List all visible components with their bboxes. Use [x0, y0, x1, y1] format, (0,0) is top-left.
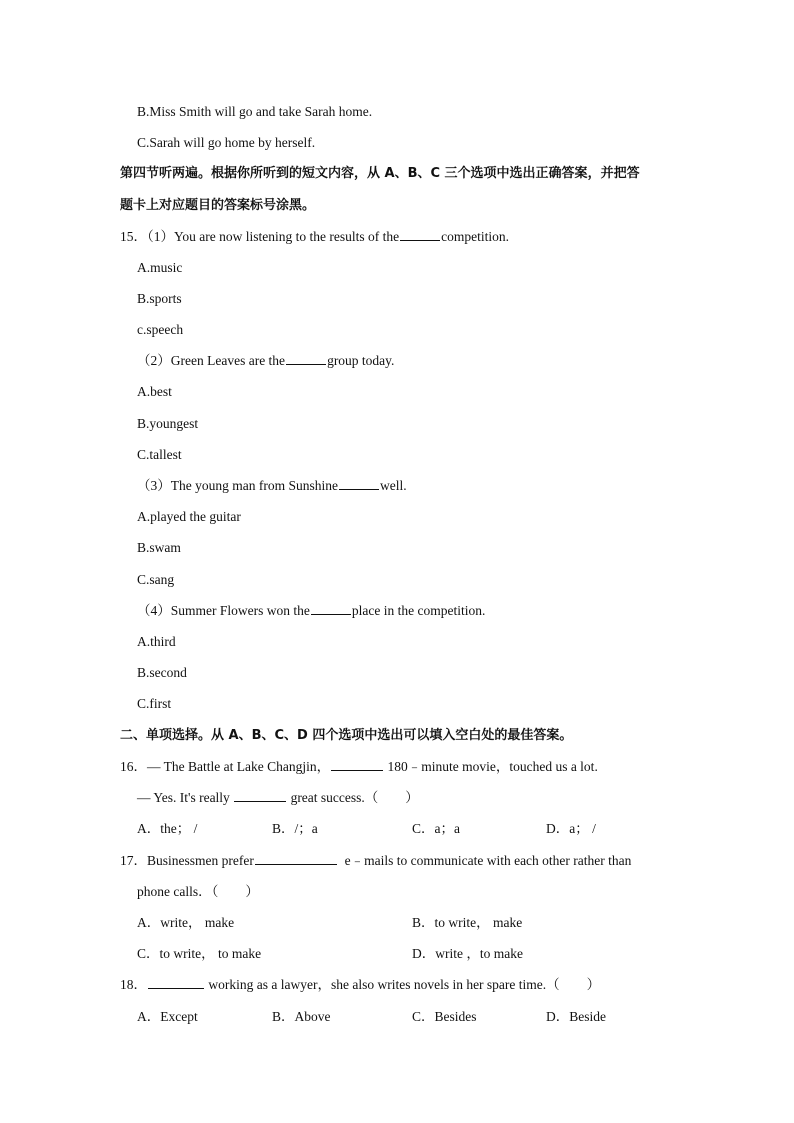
answer-blank: [331, 758, 383, 771]
question-18-text: working as a lawyer，she also writes novels in her spare time.（ ）: [208, 977, 601, 992]
question-15-4-text: （4）Summer Flowers won the: [137, 603, 310, 618]
q18-option-b: B．Above: [272, 1009, 331, 1024]
q15-4-option-a: A.third: [137, 634, 176, 649]
q17-option-c: C．to write， to make: [137, 946, 262, 961]
section4-instruction-line1: 第四节听两遍。根据你所听到的短文内容，从 A、B、C 三个选项中选出正确答案，并把答: [120, 166, 640, 181]
answer-blank: [286, 352, 326, 365]
question-16-reply-tail: great success.（ ）: [290, 790, 419, 805]
question-15-2-tail: group today.: [327, 353, 395, 368]
q15-4-option-b: B.second: [137, 665, 187, 680]
question-15-part1: [120, 228, 509, 246]
answer-blank: [148, 976, 204, 989]
q18-option-a: A．Except: [137, 1009, 198, 1024]
question-16-text: 16．— The Battle at Lake Changjin，: [120, 759, 331, 774]
q16-option-c: C．a；a: [412, 821, 460, 836]
question-18-line1: [120, 976, 600, 994]
question-18-number: 18．: [120, 977, 147, 992]
q15-2-option-a: A.best: [137, 384, 172, 399]
question-17-line1: [120, 852, 631, 870]
q18-option-d: D．Beside: [546, 1009, 606, 1024]
question-17-text: 17．Businessmen prefer: [120, 853, 254, 868]
question-15-part2: [137, 352, 394, 370]
question-15-4-tail: place in the competition.: [351, 603, 486, 618]
q15-1-option-a: A.music: [137, 260, 183, 275]
q15-3-option-c: C.sang: [137, 572, 175, 587]
q16-option-b: B．/；a: [272, 821, 318, 836]
question-15-3-text: （3）The young man from Sunshine: [137, 478, 338, 493]
q15-2-option-c: C.tallest: [137, 447, 182, 462]
question-16-line1: [120, 758, 598, 776]
section4-instruction-line2: 题卡上对应题目的答案标号涂黑。: [120, 198, 316, 213]
q17-option-b: B．to write， make: [412, 915, 523, 930]
q14-option-c: C.Sarah will go home by herself.: [137, 135, 316, 150]
answer-blank: [339, 477, 379, 490]
q17-option-a: A．write， make: [137, 915, 235, 930]
question-15-2-text: （2）Green Leaves are the: [137, 353, 286, 368]
answer-blank: [311, 602, 351, 615]
question-15-part3: [137, 477, 407, 495]
q15-2-option-b: B.youngest: [137, 416, 199, 431]
q16-option-a: A．the； /: [137, 821, 198, 836]
answer-blank: [400, 228, 440, 241]
answer-blank: [234, 789, 286, 802]
q15-4-option-c: C.first: [137, 696, 172, 711]
question-15-tail: competition.: [441, 229, 509, 244]
question-16-reply: — Yes. It's really: [137, 790, 230, 805]
q18-option-c: C．Besides: [412, 1009, 477, 1024]
question-16-tail: 180﹣minute movie，touched us a lot.: [387, 759, 598, 774]
q15-1-option-b: B.sports: [137, 291, 182, 306]
section-2-heading: 二、单项选择。从 A、B、C、D 四个选项中选出可以填入空白处的最佳答案。: [120, 728, 573, 743]
question-17-line2: phone calls．（ ）: [137, 884, 259, 899]
question-15-3-tail: well.: [379, 478, 407, 493]
q17-option-d: D．write ，to make: [412, 946, 523, 961]
q15-3-option-a: A.played the guitar: [137, 509, 241, 524]
question-15-text: 15．（1）You are now listening to the results of the: [120, 229, 400, 244]
question-17-tail: e﹣mails to communicate with each other rather than: [344, 853, 632, 868]
answer-blank: [255, 852, 337, 865]
q15-3-option-b: B.swam: [137, 540, 181, 555]
question-15-part4: [137, 602, 485, 620]
q14-option-b: B.Miss Smith will go and take Sarah home.: [137, 104, 373, 119]
q15-1-option-c: c.speech: [137, 322, 184, 337]
q16-option-d: D．a； /: [546, 821, 596, 836]
question-16-line2: [137, 789, 419, 807]
